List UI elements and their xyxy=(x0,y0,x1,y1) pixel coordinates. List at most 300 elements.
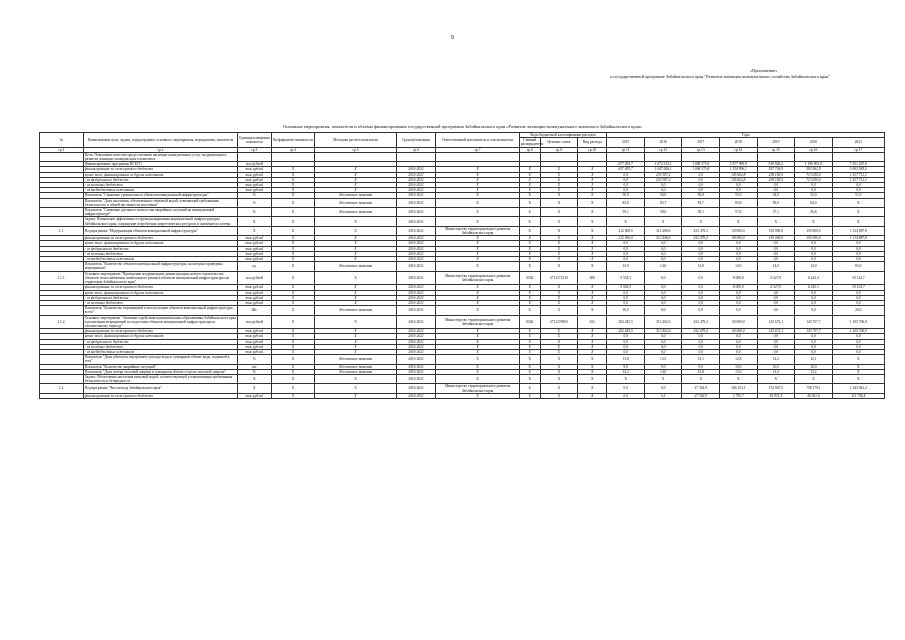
cell-unit: % xyxy=(238,355,271,364)
column-number-cell: гр.4 xyxy=(271,147,315,152)
cell-value: 0,0 xyxy=(682,246,720,251)
cell-value: 10,0 xyxy=(757,364,795,369)
cell-value: 252 479,2 xyxy=(682,226,720,235)
cell-resp: X xyxy=(436,334,519,339)
cell-term: 2016-2021 xyxy=(396,393,436,398)
column-number-cell: гр.3 xyxy=(238,147,271,152)
cell-value: 27 302,9 xyxy=(682,384,720,393)
cell-value: 0,0 xyxy=(682,183,720,188)
cell-name: кроме того, финансирование из других источников: xyxy=(83,290,237,295)
cell-value: 0,0 xyxy=(757,183,795,188)
cell-resp: X xyxy=(436,183,519,188)
cell-num: 1.1.1. xyxy=(40,271,84,285)
cell-resp: X xyxy=(436,290,519,295)
cell-value: 0,0 xyxy=(682,344,720,349)
cell-resp: X xyxy=(436,217,519,226)
cell-value: 0,0 xyxy=(832,349,884,354)
cell-value: 5 063 585,0 xyxy=(832,167,884,172)
cell-value: 0,0 xyxy=(795,246,833,251)
cell-value: 56,6 xyxy=(795,208,833,217)
cell-vr: 400 xyxy=(578,271,607,285)
cell-resp: X xyxy=(436,295,519,300)
cell-value: 12,8 xyxy=(720,355,758,364)
cell-value: 0,0 xyxy=(682,285,720,290)
cell-gr: X xyxy=(519,167,540,172)
cell-name: - из федерального бюджета xyxy=(83,295,237,300)
cell-value: 14,0 xyxy=(682,262,720,271)
cell-unit: X xyxy=(238,374,271,383)
cell-term: 2016-2021 xyxy=(396,257,436,262)
cell-method: X xyxy=(315,329,396,334)
cell-term: 2016-2021 xyxy=(396,315,436,329)
cell-gr: X xyxy=(519,364,540,369)
cell-cs: X xyxy=(540,177,578,182)
cell-value: 0,0 xyxy=(607,344,645,349)
cell-value: 0,0 xyxy=(682,177,720,182)
column-number-cell: гр.6 xyxy=(396,147,436,152)
cell-value: 0,0 xyxy=(757,300,795,305)
cell-term: 2016-2021 xyxy=(396,306,436,315)
cell-gr xyxy=(519,152,540,161)
cell-method: X xyxy=(315,241,396,246)
cell-value: 10,0 xyxy=(720,364,758,369)
cell-name: финансирование за счет краевого бюджета xyxy=(83,167,237,172)
cell-value: 6 327,9 xyxy=(757,271,795,285)
cell-value: 58 000,0 xyxy=(720,226,758,235)
cell-value: 0,0 xyxy=(607,188,645,193)
cell-cs: X xyxy=(540,172,578,177)
cell-method: X xyxy=(315,349,396,354)
cell-value: 593 962,9 xyxy=(795,167,833,172)
cell-value: 0,0 xyxy=(795,349,833,354)
cell-resp: X xyxy=(436,262,519,271)
cell-value: 0,0 xyxy=(832,334,884,339)
cell-value: 1 877 999,9 xyxy=(720,162,758,167)
column-number-cell: гр.17 xyxy=(832,147,884,152)
cell-name: Показатель "Снижение уровня износа объектов коммунальной инфраструктуры" xyxy=(83,193,237,198)
cell-gr: X xyxy=(519,393,540,398)
cell-value: 0,0 xyxy=(644,251,682,256)
cell-value: 56,0 xyxy=(644,193,682,198)
cell-method: X xyxy=(315,177,396,182)
cell-name: Показатель "Доля убытков и внутреннего расхода воды в суммарном объеме воды, поданной в сеть" xyxy=(83,355,237,364)
cell-value: 0,0 xyxy=(682,295,720,300)
cell-resp: X xyxy=(436,344,519,349)
cell-vr: X xyxy=(578,290,607,295)
cell-name: кроме того, финансирование из других источников: xyxy=(83,334,237,339)
cell-num: 1.2. xyxy=(40,384,84,393)
cell-gr: X xyxy=(519,306,540,315)
cell-name: - из местных бюджетов xyxy=(83,344,237,349)
header-year: 2019 xyxy=(757,138,795,147)
cell-coef: X xyxy=(271,349,315,354)
cell-value: 56,0 xyxy=(607,193,645,198)
cell-vr: X xyxy=(578,236,607,241)
cell-value: 0,0 xyxy=(795,339,833,344)
cell-gr: X xyxy=(519,290,540,295)
cell-name: - из внебюджетных источников xyxy=(83,188,237,193)
cell-method: X xyxy=(315,271,396,285)
cell-resp: X xyxy=(436,167,519,172)
cell-value: 312 408,6 xyxy=(644,226,682,235)
cell-name: Показатель "Доля населения, обеспеченного питьевой водой, отвечающей требованиям безопасности, в общей численности населения" xyxy=(83,198,237,207)
cell-resp: X xyxy=(436,339,519,344)
cell-value: 202 445,5 xyxy=(607,329,645,334)
cell-value: 9,0 xyxy=(682,364,720,369)
cell-gr: X xyxy=(519,172,540,177)
cell-method: X xyxy=(315,300,396,305)
cell-unit: тыс.рублей xyxy=(238,162,271,167)
cell-term: 2016-2021 xyxy=(396,364,436,369)
cell-value: X xyxy=(832,355,884,364)
cell-cs: X xyxy=(540,246,578,251)
cell-cs: X xyxy=(540,384,578,393)
cell-gr: X xyxy=(519,334,540,339)
cell-method: Абсолютное значение xyxy=(315,208,396,217)
cell-term: 2016-2021 xyxy=(396,226,436,235)
cell-value xyxy=(795,152,833,161)
cell-value: 0,0 xyxy=(720,290,758,295)
cell-value: 0,0 xyxy=(720,241,758,246)
cell-vr: X xyxy=(578,251,607,256)
cell-gr: X xyxy=(519,262,540,271)
cell-unit: тыс.рублей xyxy=(238,236,271,241)
cell-cs xyxy=(540,152,578,161)
cell-coef: X xyxy=(271,364,315,369)
cell-coef: X xyxy=(271,188,315,193)
cell-value: 0,0 xyxy=(644,339,682,344)
cell-value: 150 000,0 xyxy=(757,236,795,241)
cell-gr: X xyxy=(519,188,540,193)
cell-gr: X xyxy=(519,226,540,235)
cell-value: 150 000,0 xyxy=(795,236,833,241)
cell-coef xyxy=(271,152,315,161)
table-row xyxy=(40,262,885,271)
cell-unit: тыс.рублей xyxy=(238,257,271,262)
cell-term: 2016-2021 xyxy=(396,295,436,300)
cell-term: 2016-2021 xyxy=(396,349,436,354)
cell-coef: X xyxy=(271,295,315,300)
cell-value xyxy=(832,152,884,161)
cell-value: 0,0 xyxy=(644,290,682,295)
cell-vr: X xyxy=(578,384,607,393)
header-term: Сроки реализации xyxy=(396,133,436,148)
cell-value: 10,0 xyxy=(795,364,833,369)
cell-resp: X xyxy=(436,198,519,207)
cell-value: 0,0 xyxy=(795,188,833,193)
cell-resp: X xyxy=(436,236,519,241)
header-unit: Единица измерения показателя xyxy=(238,133,271,148)
cell-unit: тыс.рублей xyxy=(238,167,271,172)
cell-coef: X xyxy=(271,172,315,177)
cell-method: Абсолютное значение xyxy=(315,364,396,369)
cell-num xyxy=(40,152,84,161)
cell-method: X xyxy=(315,374,396,383)
cell-value: 0,0 xyxy=(757,188,795,193)
cell-num xyxy=(40,217,84,226)
cell-unit: X xyxy=(238,217,271,226)
cell-value: 202 445,5 xyxy=(607,315,645,329)
cell-gr: X xyxy=(519,384,540,393)
cell-value: 0,0 xyxy=(607,334,645,339)
cell-value: 0,0 xyxy=(607,177,645,182)
cell-value: 0,0 xyxy=(720,251,758,256)
cell-cs: X xyxy=(540,188,578,193)
cell-coef: X xyxy=(271,167,315,172)
cell-value: 0,0 xyxy=(607,393,645,398)
cell-value: 0,0 xyxy=(795,183,833,188)
cell-value: 252 479,2 xyxy=(682,315,720,329)
cell-coef: X xyxy=(271,271,315,285)
cell-value: 1 343 061,2 xyxy=(832,384,884,393)
cell-value: 1 105 706,9 xyxy=(832,329,884,334)
cell-value: 0,0 xyxy=(607,251,645,256)
cell-unit: % xyxy=(238,198,271,207)
cell-gr: X xyxy=(519,285,540,290)
cell-unit xyxy=(238,152,271,161)
column-number-cell: гр.11 xyxy=(607,147,645,152)
cell-cs: X xyxy=(540,374,578,383)
cell-unit: тыс.рублей xyxy=(238,271,271,285)
cell-gr: X xyxy=(519,300,540,305)
cell-value xyxy=(644,152,682,161)
cell-method: X xyxy=(315,246,396,251)
cell-value: 83,0 xyxy=(832,262,884,271)
cell-cs: X xyxy=(540,306,578,315)
cell-value: 312 408,6 xyxy=(644,236,682,241)
cell-value: 36 931,5 xyxy=(757,393,795,398)
cell-method: X xyxy=(315,167,396,172)
cell-value: 0,0 xyxy=(757,339,795,344)
cell-value: 0,0 xyxy=(720,246,758,251)
cell-name: Задача: Обеспечение населения питьевой водой, соответствующей установленным требованиям безопасности и безвредности xyxy=(83,374,237,383)
cell-value: 83,8 xyxy=(720,198,758,207)
cell-value: 0,0 xyxy=(832,339,884,344)
cell-value: 0,0 xyxy=(644,295,682,300)
cell-value: X xyxy=(832,374,884,383)
cell-coef: X xyxy=(271,217,315,226)
cell-value: 0,0 xyxy=(757,251,795,256)
cell-value: 0,0 xyxy=(607,183,645,188)
cell-value: 0,0 xyxy=(607,241,645,246)
header-year: 2021 xyxy=(832,138,884,147)
cell-resp: X xyxy=(436,349,519,354)
cell-value: X xyxy=(607,217,645,226)
cell-coef: X xyxy=(271,262,315,271)
table-title: Основные мероприятия, показатели и объемы финансирования государственной программы Забайкальского края «Развитие жилищно-коммунального комплекса Забайкальского края» xyxy=(282,124,643,129)
cell-term: 2016-2021 xyxy=(396,167,436,172)
cell-unit: тыс.рублей xyxy=(238,300,271,305)
cell-name: кроме того, финансирование из других источников: xyxy=(83,241,237,246)
cell-coef: X xyxy=(271,344,315,349)
cell-term: 2016-2021 xyxy=(396,177,436,182)
cell-gr: X xyxy=(519,236,540,241)
cell-resp: X xyxy=(436,393,519,398)
cell-term: 2016-2021 xyxy=(396,290,436,295)
cell-value: 0,0 xyxy=(757,246,795,251)
header-year: 2015 xyxy=(607,138,645,147)
cell-method: X xyxy=(315,295,396,300)
table-row xyxy=(40,217,885,226)
column-number-cell: гр.15 xyxy=(757,147,795,152)
cell-term: 2016-2021 xyxy=(396,344,436,349)
cell-vr: X xyxy=(578,198,607,207)
cell-unit: ед. xyxy=(238,262,271,271)
cell-value: 0,0 xyxy=(682,334,720,339)
cell-value: 0,0 xyxy=(832,300,884,305)
cell-value: 0,0 xyxy=(607,246,645,251)
header-resp: Ответственный исполнитель и соисполнители xyxy=(436,133,519,148)
cell-cs: X xyxy=(540,183,578,188)
cell-method: Абсолютное значение xyxy=(315,369,396,374)
cell-cs: X xyxy=(540,241,578,246)
table-row xyxy=(40,152,885,161)
column-number-cell: гр.8 xyxy=(519,147,540,152)
header-cs: Целевая статья xyxy=(540,138,578,147)
cell-coef: X xyxy=(271,251,315,256)
cell-value: 145 662,8 xyxy=(720,177,758,182)
cell-name: Задача: Повышение эффективности функционирования коммунальной инфраструктуры Забайкальского края, сокращение потребления энергетических ресурсов и снижение их потерь xyxy=(83,217,237,226)
cell-term: 2016-2021 xyxy=(396,271,436,285)
cell-resp: Министерство территориального развития Забайкальского края xyxy=(436,226,519,235)
cell-unit: шт. xyxy=(238,364,271,369)
cell-term: 2016-2021 xyxy=(396,172,436,177)
cell-vr: X xyxy=(578,172,607,177)
cell-value: X xyxy=(795,217,833,226)
cell-gr: X xyxy=(519,183,540,188)
cell-term: 2016-2021 xyxy=(396,251,436,256)
cell-value: 597 736,9 xyxy=(757,167,795,172)
cell-value: 57,1 xyxy=(757,208,795,217)
cell-value: 0,0 xyxy=(644,188,682,193)
cell-vr: X xyxy=(578,364,607,369)
cell-resp: Министерство территориального развития Забайкальского края xyxy=(436,384,519,393)
cell-vr: X xyxy=(578,344,607,349)
cell-value: 758 179,1 xyxy=(795,384,833,393)
cell-value: 0,0 xyxy=(682,241,720,246)
cell-value: X xyxy=(832,217,884,226)
cell-resp: X xyxy=(436,246,519,251)
cell-num xyxy=(40,374,84,383)
cell-method: X xyxy=(315,257,396,262)
cell-value: 6 242,3 xyxy=(795,271,833,285)
cell-value: 14,0 xyxy=(644,262,682,271)
cell-num xyxy=(40,393,84,398)
cell-value: 0,0 xyxy=(795,306,833,315)
cell-vr: X xyxy=(578,246,607,251)
cell-value: 52,0 xyxy=(795,193,833,198)
cell-unit: тыс.рублей xyxy=(238,393,271,398)
cell-cs: 2711271410 xyxy=(540,271,578,285)
cell-value: 54,0 xyxy=(757,193,795,198)
cell-value: 1 008 375,8 xyxy=(682,167,720,172)
cell-unit: тыс.рублей xyxy=(238,241,271,246)
cell-term: 2016-2021 xyxy=(396,329,436,334)
cell-name: финансирование за счет краевого бюджета xyxy=(83,393,237,398)
cell-unit: тыс.рублей xyxy=(238,339,271,344)
cell-value: 0,0 xyxy=(795,241,833,246)
cell-value: 14,0 xyxy=(720,262,758,271)
cell-method: X xyxy=(315,290,396,295)
cell-value: 143 757,7 xyxy=(795,329,833,334)
cell-unit: тыс.рублей xyxy=(238,172,271,177)
cell-method: X xyxy=(315,393,396,398)
cell-vr: 521 xyxy=(578,315,607,329)
cell-gr: X xyxy=(519,241,540,246)
cell-name: кроме того, финансирование из других источников: xyxy=(83,172,237,177)
cell-value: X xyxy=(832,208,884,217)
column-number-cell: гр.16 xyxy=(795,147,833,152)
cell-coef: X xyxy=(271,384,315,393)
cell-value: 212 000,0 xyxy=(607,226,645,235)
cell-vr: X xyxy=(578,262,607,271)
cell-name: Показатель "Снижение удельного количества аварийных ситуаций на коммунальной инфраструктуре" xyxy=(83,208,237,217)
cell-vr: X xyxy=(578,369,607,374)
column-number-cell: гр.2 xyxy=(83,147,237,152)
cell-value: 13,3 xyxy=(757,369,795,374)
cell-resp: X xyxy=(436,208,519,217)
cell-cs: X xyxy=(540,290,578,295)
cell-resp xyxy=(436,152,519,161)
cell-value: 0,0 xyxy=(682,300,720,305)
cell-name: Показатель "Количество объектов коммунальной инфраструктуры, на которых проведены мероприятия" xyxy=(83,262,237,271)
cell-value: 0,1 xyxy=(644,393,682,398)
cell-num xyxy=(40,262,84,271)
cell-method: X xyxy=(315,315,396,329)
cell-coef: X xyxy=(271,177,315,182)
table-row xyxy=(40,355,885,364)
cell-value: 0,0 xyxy=(757,241,795,246)
cell-unit: % xyxy=(238,208,271,217)
cell-cs: X xyxy=(540,300,578,305)
cell-term: 2016-2021 xyxy=(396,193,436,198)
cell-value: 0,0 xyxy=(607,384,645,393)
cell-value: 238 169,5 xyxy=(757,177,795,182)
cell-unit: тыс.рублей xyxy=(238,329,271,334)
cell-term: 2016-2021 xyxy=(396,355,436,364)
cell-coef: X xyxy=(271,300,315,305)
cell-term: 2016-2021 xyxy=(396,246,436,251)
cell-value: 0,0 xyxy=(832,241,884,246)
cell-vr: X xyxy=(578,329,607,334)
cell-value: 166 153,1 xyxy=(720,384,758,393)
cell-value: 111 756,4 xyxy=(832,393,884,398)
cell-value: 0,0 xyxy=(832,251,884,256)
column-number-cell: гр.13 xyxy=(682,147,720,152)
cell-value: 0,0 xyxy=(682,172,720,177)
cell-value: 0,0 xyxy=(644,246,682,251)
appendix-note xyxy=(600,68,840,80)
header-year: 2017 xyxy=(682,138,720,147)
cell-value: 0,0 xyxy=(644,344,682,349)
cell-value: 143 757,7 xyxy=(795,315,833,329)
column-number-cell: гр.12 xyxy=(644,147,682,152)
cell-value: 7 351 267,0 xyxy=(832,162,884,167)
cell-value: 0,0 xyxy=(757,306,795,315)
cell-cs: X xyxy=(540,193,578,198)
cell-cs: X xyxy=(540,355,578,364)
cell-coef: X xyxy=(271,393,315,398)
cell-value: 0,0 xyxy=(795,257,833,262)
cell-term: 2016-2021 xyxy=(396,374,436,383)
cell-value: 13,1 xyxy=(682,355,720,364)
cell-value: 30 124,7 xyxy=(832,285,884,290)
cell-resp: X xyxy=(436,285,519,290)
cell-coef: X xyxy=(271,183,315,188)
cell-term: 2016-2021 xyxy=(396,262,436,271)
cell-name: - из местных бюджетов xyxy=(83,183,237,188)
cell-value: 0,0 xyxy=(644,285,682,290)
